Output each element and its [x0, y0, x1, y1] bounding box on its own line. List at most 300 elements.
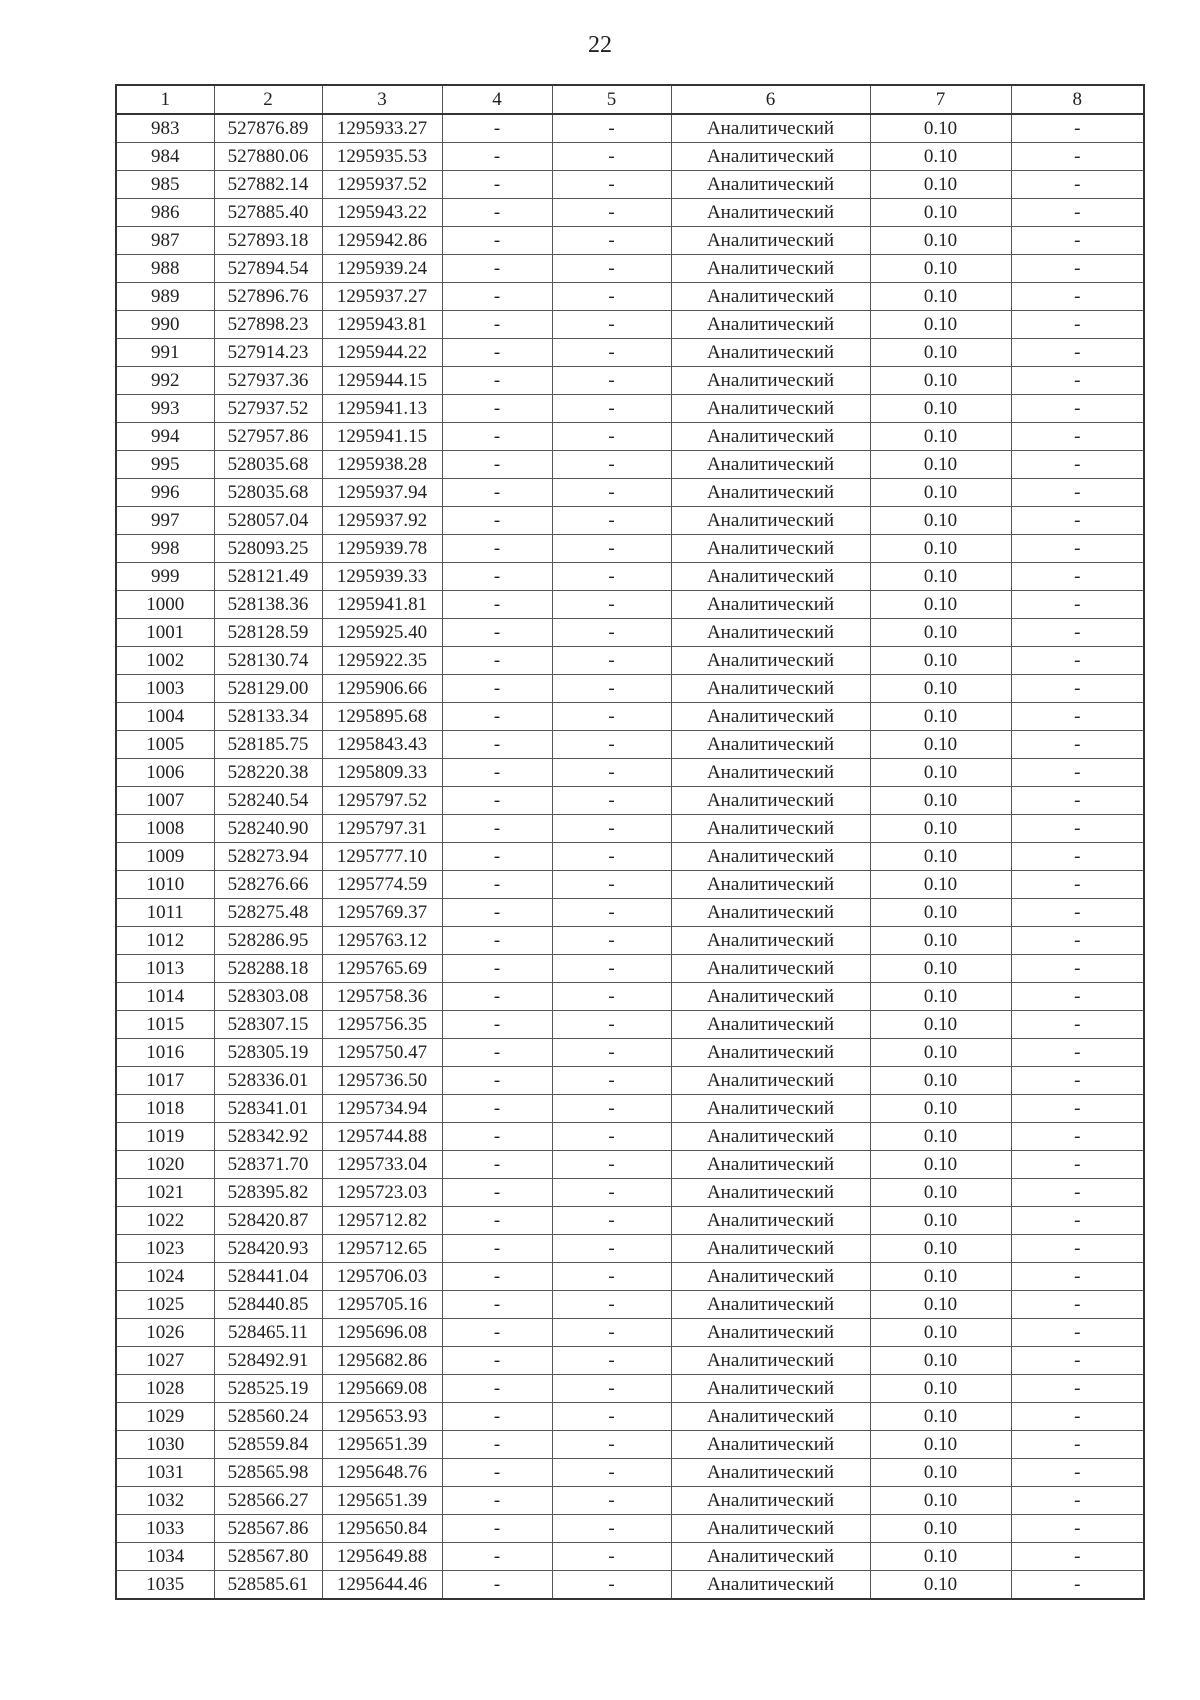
column-8-cell: -: [1011, 1319, 1144, 1347]
x-coordinate-cell: 527894.54: [214, 255, 322, 283]
column-4-cell: -: [442, 1235, 552, 1263]
accuracy-cell: 0.10: [870, 1235, 1011, 1263]
column-8-cell: -: [1011, 1431, 1144, 1459]
point-number-cell: 999: [116, 563, 214, 591]
column-5-cell: -: [552, 1375, 671, 1403]
y-coordinate-cell: 1295797.31: [322, 815, 442, 843]
method-cell: Аналитический: [671, 1459, 870, 1487]
x-coordinate-cell: 528492.91: [214, 1347, 322, 1375]
column-8-cell: -: [1011, 563, 1144, 591]
x-coordinate-cell: 527893.18: [214, 227, 322, 255]
accuracy-cell: 0.10: [870, 199, 1011, 227]
x-coordinate-cell: 528240.90: [214, 815, 322, 843]
accuracy-cell: 0.10: [870, 759, 1011, 787]
accuracy-cell: 0.10: [870, 1487, 1011, 1515]
y-coordinate-cell: 1295935.53: [322, 143, 442, 171]
table-row: [116, 815, 1144, 843]
y-coordinate-cell: 1295943.22: [322, 199, 442, 227]
column-4-cell: -: [442, 339, 552, 367]
method-cell: Аналитический: [671, 171, 870, 199]
y-coordinate-cell: 1295744.88: [322, 1123, 442, 1151]
accuracy-cell: 0.10: [870, 927, 1011, 955]
column-8-cell: -: [1011, 899, 1144, 927]
column-5-cell: -: [552, 311, 671, 339]
y-coordinate-cell: 1295650.84: [322, 1515, 442, 1543]
column-4-cell: -: [442, 1515, 552, 1543]
column-4-cell: -: [442, 1319, 552, 1347]
accuracy-cell: 0.10: [870, 479, 1011, 507]
column-4-cell: -: [442, 815, 552, 843]
table-row: [116, 479, 1144, 507]
point-number-cell: 1006: [116, 759, 214, 787]
column-5-cell: -: [552, 1319, 671, 1347]
column-8-cell: -: [1011, 871, 1144, 899]
method-cell: Аналитический: [671, 955, 870, 983]
accuracy-cell: 0.10: [870, 843, 1011, 871]
method-cell: Аналитический: [671, 1571, 870, 1600]
accuracy-cell: 0.10: [870, 591, 1011, 619]
x-coordinate-cell: 528288.18: [214, 955, 322, 983]
column-5-cell: -: [552, 787, 671, 815]
method-cell: Аналитический: [671, 1375, 870, 1403]
point-number-cell: 984: [116, 143, 214, 171]
table-row: [116, 1263, 1144, 1291]
y-coordinate-cell: 1295939.33: [322, 563, 442, 591]
accuracy-cell: 0.10: [870, 731, 1011, 759]
column-4-cell: -: [442, 1039, 552, 1067]
accuracy-cell: 0.10: [870, 675, 1011, 703]
column-5-cell: -: [552, 591, 671, 619]
table-row: [116, 1179, 1144, 1207]
method-cell: Аналитический: [671, 927, 870, 955]
point-number-cell: 1009: [116, 843, 214, 871]
column-8-cell: -: [1011, 759, 1144, 787]
y-coordinate-cell: 1295937.52: [322, 171, 442, 199]
method-cell: Аналитический: [671, 759, 870, 787]
column-5-cell: -: [552, 479, 671, 507]
accuracy-cell: 0.10: [870, 1263, 1011, 1291]
point-number-cell: 1010: [116, 871, 214, 899]
table-row: [116, 1235, 1144, 1263]
y-coordinate-cell: 1295644.46: [322, 1571, 442, 1600]
point-number-cell: 997: [116, 507, 214, 535]
table-row: [116, 1095, 1144, 1123]
y-coordinate-cell: 1295922.35: [322, 647, 442, 675]
column-4-cell: -: [442, 1179, 552, 1207]
column-5-cell: -: [552, 1235, 671, 1263]
method-cell: Аналитический: [671, 647, 870, 675]
point-number-cell: 1003: [116, 675, 214, 703]
accuracy-cell: 0.10: [870, 311, 1011, 339]
accuracy-cell: 0.10: [870, 1067, 1011, 1095]
table-row: [116, 899, 1144, 927]
y-coordinate-cell: 1295925.40: [322, 619, 442, 647]
column-4-cell: -: [442, 1095, 552, 1123]
accuracy-cell: 0.10: [870, 227, 1011, 255]
point-number-cell: 1013: [116, 955, 214, 983]
point-number-cell: 995: [116, 451, 214, 479]
column-4-cell: -: [442, 1571, 552, 1600]
point-number-cell: 992: [116, 367, 214, 395]
column-5-cell: -: [552, 759, 671, 787]
table-row: [116, 731, 1144, 759]
accuracy-cell: 0.10: [870, 1179, 1011, 1207]
x-coordinate-cell: 528420.87: [214, 1207, 322, 1235]
point-number-cell: 1019: [116, 1123, 214, 1151]
column-5-cell: -: [552, 423, 671, 451]
x-coordinate-cell: 528342.92: [214, 1123, 322, 1151]
column-4-cell: -: [442, 787, 552, 815]
column-8-cell: -: [1011, 1263, 1144, 1291]
column-5-cell: -: [552, 1207, 671, 1235]
accuracy-cell: 0.10: [870, 899, 1011, 927]
x-coordinate-cell: 528093.25: [214, 535, 322, 563]
method-cell: Аналитический: [671, 114, 870, 143]
column-4-cell: -: [442, 1263, 552, 1291]
column-8-cell: -: [1011, 1571, 1144, 1600]
table-row: [116, 1039, 1144, 1067]
column-5-cell: -: [552, 1291, 671, 1319]
point-number-cell: 1033: [116, 1515, 214, 1543]
column-5-cell: -: [552, 899, 671, 927]
column-5-cell: -: [552, 227, 671, 255]
column-5-cell: -: [552, 255, 671, 283]
accuracy-cell: 0.10: [870, 143, 1011, 171]
accuracy-cell: 0.10: [870, 787, 1011, 815]
accuracy-cell: 0.10: [870, 983, 1011, 1011]
x-coordinate-cell: 528395.82: [214, 1179, 322, 1207]
column-8-cell: -: [1011, 1151, 1144, 1179]
method-cell: Аналитический: [671, 787, 870, 815]
y-coordinate-cell: 1295712.65: [322, 1235, 442, 1263]
column-5-cell: -: [552, 983, 671, 1011]
point-number-cell: 1001: [116, 619, 214, 647]
column-4-cell: -: [442, 563, 552, 591]
x-coordinate-cell: 528465.11: [214, 1319, 322, 1347]
column-8-cell: -: [1011, 114, 1144, 143]
column-4-cell: -: [442, 507, 552, 535]
x-coordinate-cell: 528559.84: [214, 1431, 322, 1459]
table-row: [116, 535, 1144, 563]
accuracy-cell: 0.10: [870, 619, 1011, 647]
table-row: [116, 1459, 1144, 1487]
table-row: [116, 1011, 1144, 1039]
column-5-cell: -: [552, 1571, 671, 1600]
accuracy-cell: 0.10: [870, 1543, 1011, 1571]
point-number-cell: 1002: [116, 647, 214, 675]
x-coordinate-cell: 527876.89: [214, 114, 322, 143]
point-number-cell: 991: [116, 339, 214, 367]
method-cell: Аналитический: [671, 1347, 870, 1375]
x-coordinate-cell: 528567.80: [214, 1543, 322, 1571]
column-8-cell: -: [1011, 1515, 1144, 1543]
table-row: [116, 703, 1144, 731]
column-8-cell: -: [1011, 311, 1144, 339]
column-4-cell: -: [442, 311, 552, 339]
point-number-cell: 1024: [116, 1263, 214, 1291]
y-coordinate-cell: 1295733.04: [322, 1151, 442, 1179]
point-number-cell: 1015: [116, 1011, 214, 1039]
column-4-cell: -: [442, 899, 552, 927]
y-coordinate-cell: 1295769.37: [322, 899, 442, 927]
x-coordinate-cell: 528035.68: [214, 451, 322, 479]
column-4-cell: -: [442, 1347, 552, 1375]
table-row: [116, 1375, 1144, 1403]
column-5-cell: -: [552, 1095, 671, 1123]
x-coordinate-cell: 528565.98: [214, 1459, 322, 1487]
y-coordinate-cell: 1295937.94: [322, 479, 442, 507]
column-8-cell: -: [1011, 1095, 1144, 1123]
column-8-cell: -: [1011, 423, 1144, 451]
column-5-cell: -: [552, 619, 671, 647]
column-4-cell: -: [442, 703, 552, 731]
point-number-cell: 993: [116, 395, 214, 423]
column-4-cell: -: [442, 535, 552, 563]
y-coordinate-cell: 1295706.03: [322, 1263, 442, 1291]
column-8-cell: -: [1011, 1011, 1144, 1039]
column-5-cell: -: [552, 507, 671, 535]
table-row: [116, 507, 1144, 535]
column-4-cell: -: [442, 1403, 552, 1431]
table-row: [116, 1543, 1144, 1571]
x-coordinate-cell: 528273.94: [214, 843, 322, 871]
x-coordinate-cell: 528341.01: [214, 1095, 322, 1123]
column-5-cell: -: [552, 1543, 671, 1571]
method-cell: Аналитический: [671, 1011, 870, 1039]
x-coordinate-cell: 528121.49: [214, 563, 322, 591]
table-row: [116, 283, 1144, 311]
point-number-cell: 1005: [116, 731, 214, 759]
column-5-cell: -: [552, 871, 671, 899]
method-cell: Аналитический: [671, 199, 870, 227]
column-8-cell: -: [1011, 479, 1144, 507]
method-cell: Аналитический: [671, 367, 870, 395]
x-coordinate-cell: 528441.04: [214, 1263, 322, 1291]
column-8-cell: -: [1011, 675, 1144, 703]
table-row: [116, 983, 1144, 1011]
accuracy-cell: 0.10: [870, 703, 1011, 731]
column-5-cell: -: [552, 1487, 671, 1515]
point-number-cell: 1027: [116, 1347, 214, 1375]
column-4-cell: -: [442, 367, 552, 395]
point-number-cell: 1026: [116, 1319, 214, 1347]
column-8-cell: -: [1011, 1235, 1144, 1263]
x-coordinate-cell: 527937.52: [214, 395, 322, 423]
column-header: 8: [1011, 85, 1144, 114]
table-row: [116, 423, 1144, 451]
column-5-cell: -: [552, 955, 671, 983]
method-cell: Аналитический: [671, 451, 870, 479]
y-coordinate-cell: 1295682.86: [322, 1347, 442, 1375]
column-5-cell: -: [552, 451, 671, 479]
y-coordinate-cell: 1295941.15: [322, 423, 442, 451]
table-row: [116, 1151, 1144, 1179]
column-4-cell: -: [442, 1207, 552, 1235]
column-8-cell: -: [1011, 619, 1144, 647]
point-number-cell: 1029: [116, 1403, 214, 1431]
point-number-cell: 1035: [116, 1571, 214, 1600]
point-number-cell: 987: [116, 227, 214, 255]
table-row: [116, 1487, 1144, 1515]
column-header: 1: [116, 85, 214, 114]
point-number-cell: 1032: [116, 1487, 214, 1515]
column-4-cell: -: [442, 647, 552, 675]
column-8-cell: -: [1011, 1487, 1144, 1515]
y-coordinate-cell: 1295734.94: [322, 1095, 442, 1123]
table-row: [116, 339, 1144, 367]
accuracy-cell: 0.10: [870, 423, 1011, 451]
x-coordinate-cell: 528276.66: [214, 871, 322, 899]
column-5-cell: -: [552, 114, 671, 143]
column-4-cell: -: [442, 591, 552, 619]
y-coordinate-cell: 1295937.27: [322, 283, 442, 311]
column-4-cell: -: [442, 114, 552, 143]
x-coordinate-cell: 527896.76: [214, 283, 322, 311]
table-row: [116, 1403, 1144, 1431]
x-coordinate-cell: 528275.48: [214, 899, 322, 927]
point-number-cell: 1007: [116, 787, 214, 815]
column-4-cell: -: [442, 1011, 552, 1039]
column-4-cell: -: [442, 843, 552, 871]
accuracy-cell: 0.10: [870, 1431, 1011, 1459]
y-coordinate-cell: 1295933.27: [322, 114, 442, 143]
accuracy-cell: 0.10: [870, 283, 1011, 311]
x-coordinate-cell: 528303.08: [214, 983, 322, 1011]
column-8-cell: -: [1011, 647, 1144, 675]
table-row: [116, 647, 1144, 675]
accuracy-cell: 0.10: [870, 1011, 1011, 1039]
point-number-cell: 998: [116, 535, 214, 563]
x-coordinate-cell: 528371.70: [214, 1151, 322, 1179]
x-coordinate-cell: 527898.23: [214, 311, 322, 339]
column-4-cell: -: [442, 479, 552, 507]
column-8-cell: -: [1011, 1403, 1144, 1431]
column-8-cell: -: [1011, 1543, 1144, 1571]
x-coordinate-cell: 528128.59: [214, 619, 322, 647]
accuracy-cell: 0.10: [870, 647, 1011, 675]
point-number-cell: 994: [116, 423, 214, 451]
point-number-cell: 989: [116, 283, 214, 311]
method-cell: Аналитический: [671, 1123, 870, 1151]
y-coordinate-cell: 1295809.33: [322, 759, 442, 787]
accuracy-cell: 0.10: [870, 1123, 1011, 1151]
table-row: [116, 871, 1144, 899]
method-cell: Аналитический: [671, 507, 870, 535]
accuracy-cell: 0.10: [870, 395, 1011, 423]
column-5-cell: -: [552, 675, 671, 703]
y-coordinate-cell: 1295938.28: [322, 451, 442, 479]
method-cell: Аналитический: [671, 1151, 870, 1179]
method-cell: Аналитический: [671, 535, 870, 563]
column-8-cell: -: [1011, 843, 1144, 871]
column-8-cell: -: [1011, 535, 1144, 563]
column-8-cell: -: [1011, 1347, 1144, 1375]
method-cell: Аналитический: [671, 1039, 870, 1067]
column-4-cell: -: [442, 1123, 552, 1151]
column-8-cell: -: [1011, 927, 1144, 955]
column-5-cell: -: [552, 143, 671, 171]
x-coordinate-cell: 528567.86: [214, 1515, 322, 1543]
method-cell: Аналитический: [671, 395, 870, 423]
y-coordinate-cell: 1295895.68: [322, 703, 442, 731]
column-5-cell: -: [552, 535, 671, 563]
y-coordinate-cell: 1295750.47: [322, 1039, 442, 1067]
y-coordinate-cell: 1295723.03: [322, 1179, 442, 1207]
column-header: 6: [671, 85, 870, 114]
column-8-cell: -: [1011, 815, 1144, 843]
column-8-cell: -: [1011, 367, 1144, 395]
column-5-cell: -: [552, 647, 671, 675]
table-row: [116, 563, 1144, 591]
column-4-cell: -: [442, 1487, 552, 1515]
x-coordinate-cell: 527957.86: [214, 423, 322, 451]
point-number-cell: 986: [116, 199, 214, 227]
column-4-cell: -: [442, 983, 552, 1011]
accuracy-cell: 0.10: [870, 507, 1011, 535]
table-row: [116, 843, 1144, 871]
column-4-cell: -: [442, 871, 552, 899]
column-5-cell: -: [552, 367, 671, 395]
column-8-cell: -: [1011, 1207, 1144, 1235]
column-8-cell: -: [1011, 1459, 1144, 1487]
column-4-cell: -: [442, 927, 552, 955]
table-row: [116, 759, 1144, 787]
x-coordinate-cell: 528133.34: [214, 703, 322, 731]
method-cell: Аналитический: [671, 843, 870, 871]
y-coordinate-cell: 1295651.39: [322, 1487, 442, 1515]
table-row: [116, 1207, 1144, 1235]
column-4-cell: -: [442, 255, 552, 283]
column-5-cell: -: [552, 1151, 671, 1179]
column-8-cell: -: [1011, 171, 1144, 199]
y-coordinate-cell: 1295943.81: [322, 311, 442, 339]
accuracy-cell: 0.10: [870, 1403, 1011, 1431]
point-number-cell: 1028: [116, 1375, 214, 1403]
y-coordinate-cell: 1295648.76: [322, 1459, 442, 1487]
point-number-cell: 1016: [116, 1039, 214, 1067]
column-8-cell: -: [1011, 787, 1144, 815]
column-4-cell: -: [442, 1543, 552, 1571]
x-coordinate-cell: 527882.14: [214, 171, 322, 199]
accuracy-cell: 0.10: [870, 1207, 1011, 1235]
point-number-cell: 1023: [116, 1235, 214, 1263]
point-number-cell: 1031: [116, 1459, 214, 1487]
accuracy-cell: 0.10: [870, 171, 1011, 199]
column-header: 4: [442, 85, 552, 114]
column-5-cell: -: [552, 1347, 671, 1375]
point-number-cell: 1021: [116, 1179, 214, 1207]
table-row: [116, 591, 1144, 619]
column-4-cell: -: [442, 143, 552, 171]
method-cell: Аналитический: [671, 983, 870, 1011]
method-cell: Аналитический: [671, 227, 870, 255]
x-coordinate-cell: 528525.19: [214, 1375, 322, 1403]
column-4-cell: -: [442, 171, 552, 199]
column-4-cell: -: [442, 395, 552, 423]
table-row: [116, 199, 1144, 227]
y-coordinate-cell: 1295942.86: [322, 227, 442, 255]
column-8-cell: -: [1011, 703, 1144, 731]
point-number-cell: 1011: [116, 899, 214, 927]
accuracy-cell: 0.10: [870, 255, 1011, 283]
method-cell: Аналитический: [671, 479, 870, 507]
y-coordinate-cell: 1295651.39: [322, 1431, 442, 1459]
table-row: [116, 619, 1144, 647]
method-cell: Аналитический: [671, 339, 870, 367]
column-header: 5: [552, 85, 671, 114]
method-cell: Аналитический: [671, 1515, 870, 1543]
x-coordinate-cell: 528440.85: [214, 1291, 322, 1319]
